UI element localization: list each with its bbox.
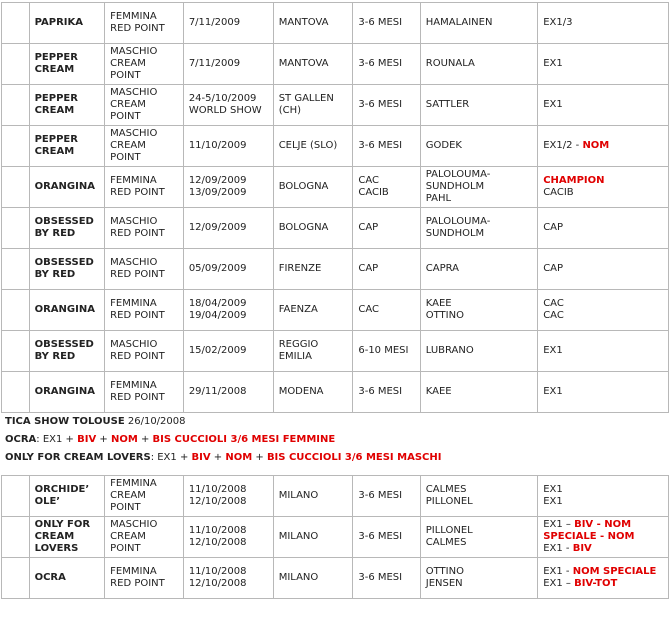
class-cell-text: 3-6 MESI [358, 17, 403, 28]
class-cell [353, 85, 420, 126]
result-cell [538, 167, 669, 208]
table-row [1, 372, 669, 413]
result-text [543, 17, 664, 29]
note-segment: : EX1 + [150, 452, 192, 463]
class-cell-text: CAC CACIB [358, 175, 389, 198]
result-cell [538, 290, 669, 331]
award-highlight: NOM [582, 140, 610, 151]
row-gutter-cell [1, 372, 30, 413]
cat-name-cell-text: OBSESSED BY RED [34, 216, 94, 239]
city-cell [274, 208, 354, 249]
city-cell-text: MANTOVA [278, 17, 329, 28]
award-highlight: BIV [572, 543, 592, 554]
judge-cell [421, 167, 538, 208]
class-cell-text: 6-10 MESI [358, 345, 409, 356]
cat-name-cell [30, 208, 106, 249]
city-cell-text: MODENA [278, 386, 324, 397]
cat-name-cell [30, 372, 106, 413]
table-row [1, 249, 669, 290]
judge-cell-text: PILLONEL CALMES [425, 525, 473, 548]
date-cell [184, 44, 274, 85]
cat-name-cell-text: PAPRIKA [34, 17, 83, 28]
award-highlight: NOM [225, 452, 253, 463]
class-cell-text: 3-6 MESI [358, 386, 403, 397]
sex-color-cell [105, 249, 184, 290]
city-cell-text: MILANO [278, 572, 319, 583]
date-cell-text: 11/10/2008 12/10/2008 [188, 525, 247, 548]
result-cell [538, 558, 669, 599]
note-line [1, 413, 669, 431]
city-cell [274, 85, 354, 126]
sex-color-cell [105, 44, 184, 85]
class-cell [353, 290, 420, 331]
judge-cell [421, 517, 538, 558]
result-segment: EX1 [543, 386, 563, 397]
cat-name-cell [30, 85, 106, 126]
judge-cell-text: PALOLOUMA- SUNDHOLM PAHL [425, 169, 491, 204]
sex-color-cell [105, 167, 184, 208]
class-cell [353, 475, 420, 517]
date-cell [184, 290, 274, 331]
result-text [543, 99, 664, 111]
date-cell-text: 12/09/2009 13/09/2009 [188, 175, 247, 198]
results-table [1, 2, 669, 599]
date-cell-text: 29/11/2008 [188, 386, 247, 397]
judge-cell-text: KAEE OTTINO [425, 298, 464, 321]
date-cell [184, 208, 274, 249]
class-cell-text: 3-6 MESI [358, 99, 403, 110]
sex-color-cell [105, 475, 184, 517]
result-segment: EX1 [543, 345, 563, 356]
city-cell [274, 2, 354, 44]
judge-cell [421, 85, 538, 126]
result-text [543, 298, 664, 322]
result-segment: EX1 [543, 99, 563, 110]
award-highlight: NOM [110, 434, 138, 445]
result-text [543, 263, 664, 275]
result-cell [538, 517, 669, 558]
result-segment: EX1 – [543, 578, 571, 589]
sex-color-cell [105, 208, 184, 249]
city-cell [274, 249, 354, 290]
sex-color-cell [105, 372, 184, 413]
table-row [1, 331, 669, 372]
judge-cell-text: CALMES PILLONEL [425, 484, 473, 507]
date-cell-text: 11/10/2008 12/10/2008 [188, 566, 247, 589]
row-gutter-cell [1, 167, 30, 208]
note-segment: : EX1 + [36, 434, 78, 445]
results-table-body-2009 [1, 2, 669, 413]
result-cell [538, 372, 669, 413]
sex-color-cell-text: FEMMINA RED POINT [110, 175, 165, 198]
date-cell [184, 475, 274, 517]
result-segment: EX1/2 - [543, 140, 583, 151]
judge-cell-text: CAPRA [425, 263, 459, 274]
result-cell [538, 331, 669, 372]
judge-cell [421, 126, 538, 167]
city-cell-text: BOLOGNA [278, 181, 329, 192]
class-cell [353, 249, 420, 290]
result-segment: EX1 – [543, 519, 575, 530]
result-cell [538, 249, 669, 290]
result-segment: EX1 - [543, 543, 570, 554]
judge-cell [421, 372, 538, 413]
result-text [543, 345, 664, 357]
note-line [1, 449, 669, 467]
date-cell [184, 126, 274, 167]
sex-color-cell-text: MASCHIO CREAM POINT [110, 46, 158, 81]
cat-name-cell [30, 2, 106, 44]
city-cell [274, 372, 354, 413]
cat-name-cell-text: OBSESSED BY RED [34, 339, 94, 362]
row-gutter-cell [1, 331, 30, 372]
city-cell-text: CELJE (SLO) [278, 140, 338, 151]
result-cell [538, 85, 669, 126]
result-text [543, 58, 664, 70]
date-cell [184, 249, 274, 290]
note-segment: ONLY FOR CREAM LOVERS [5, 452, 151, 463]
note-segment: OCRA [5, 434, 37, 445]
row-gutter-cell [1, 249, 30, 290]
judge-cell-text: HAMALAINEN [425, 17, 493, 28]
note-segment: + [137, 434, 153, 445]
row-gutter-cell [1, 85, 30, 126]
result-cell [538, 208, 669, 249]
note-segment: + [96, 434, 111, 445]
table-row [1, 208, 669, 249]
class-cell-text: 3-6 MESI [358, 531, 403, 542]
cat-name-cell [30, 44, 106, 85]
result-text [543, 222, 664, 234]
table-row [1, 475, 669, 517]
cat-name-cell-text: ORANGINA [34, 304, 95, 315]
result-segment: EX1/3 [543, 17, 573, 28]
sex-color-cell-text: MASCHIO CREAM POINT [110, 519, 158, 554]
city-cell [274, 475, 354, 517]
date-cell-text: 12/09/2009 [188, 222, 247, 233]
tica-show-notes [1, 413, 669, 475]
city-cell [274, 290, 354, 331]
result-text [543, 566, 664, 590]
sex-color-cell-text: MASCHIO CREAM POINT [110, 128, 158, 163]
note-cell [1, 413, 669, 431]
cat-name-cell [30, 249, 106, 290]
sex-color-cell [105, 2, 184, 44]
judge-cell [421, 44, 538, 85]
cat-name-cell [30, 167, 106, 208]
judge-cell [421, 331, 538, 372]
result-text [543, 140, 664, 152]
class-cell-text: CAC [358, 304, 379, 315]
row-gutter-cell [1, 44, 30, 85]
city-cell [274, 517, 354, 558]
class-cell [353, 126, 420, 167]
judge-cell-text: OTTINO JENSEN [425, 566, 464, 589]
judge-cell [421, 249, 538, 290]
table-row [1, 167, 669, 208]
class-cell [353, 208, 420, 249]
cat-name-cell-text: ORCHIDE’ OLE’ [34, 484, 90, 507]
class-cell [353, 517, 420, 558]
judge-cell [421, 208, 538, 249]
table-row [1, 558, 669, 599]
cat-name-cell [30, 558, 106, 599]
award-highlight: NOM SPECIALE [572, 566, 657, 577]
judge-cell-text: SATTLER [425, 99, 470, 110]
city-cell [274, 167, 354, 208]
date-cell-text: 11/10/2009 [188, 140, 247, 151]
result-segment: EX1 EX1 [543, 484, 563, 507]
city-cell-text: MILANO [278, 490, 319, 501]
award-highlight: CHAMPION [543, 175, 605, 186]
award-highlight: BIV [191, 452, 211, 463]
class-cell-text: 3-6 MESI [358, 572, 403, 583]
date-cell [184, 372, 274, 413]
date-cell-text: 18/04/2009 19/04/2009 [188, 298, 247, 321]
note-segment: 26/10/2008 [124, 416, 186, 427]
result-text [543, 484, 664, 508]
judge-cell-text: ROUNALA [425, 58, 475, 69]
result-text [543, 519, 664, 555]
sex-color-cell-text: MASCHIO RED POINT [110, 216, 165, 239]
sex-color-cell [105, 126, 184, 167]
city-cell-text: FIRENZE [278, 263, 322, 274]
sex-color-cell-text: FEMMINA RED POINT [110, 566, 165, 589]
cat-name-cell [30, 517, 106, 558]
judge-cell-text: PALOLOUMA- SUNDHOLM [425, 216, 491, 239]
judge-cell-text: KAEE [425, 386, 452, 397]
sex-color-cell [105, 558, 184, 599]
date-cell-text: 7/11/2009 [188, 17, 241, 28]
sex-color-cell-text: MASCHIO RED POINT [110, 257, 165, 280]
city-cell [274, 126, 354, 167]
judge-cell [421, 290, 538, 331]
cat-name-cell-text: PEPPER CREAM [34, 52, 78, 75]
result-cell [538, 44, 669, 85]
date-cell [184, 2, 274, 44]
sex-color-cell-text: FEMMINA RED POINT [110, 380, 165, 403]
sex-color-cell-text: FEMMINA CREAM POINT [110, 478, 157, 513]
result-segment: EX1 [543, 58, 563, 69]
cat-name-cell-text: ONLY FOR CREAM LOVERS [34, 519, 91, 554]
judge-cell-text: GODEK [425, 140, 462, 151]
judge-cell [421, 558, 538, 599]
sex-color-cell-text: FEMMINA RED POINT [110, 298, 165, 321]
award-highlight: BIV [77, 434, 97, 445]
row-gutter-cell [1, 208, 30, 249]
row-gutter-cell [1, 475, 30, 517]
cat-name-cell-text: OBSESSED BY RED [34, 257, 94, 280]
section-spacer [1, 467, 669, 475]
date-cell-text: 24-5/10/2009 WORLD SHOW [188, 93, 262, 116]
award-highlight: BIS CUCCIOLI 3/6 MESI FEMMINE [152, 434, 336, 445]
class-cell [353, 44, 420, 85]
judge-cell [421, 475, 538, 517]
city-cell-text: ST GALLEN (CH) [278, 93, 334, 116]
class-cell [353, 331, 420, 372]
date-cell-text: 11/10/2008 12/10/2008 [188, 484, 247, 507]
city-cell [274, 44, 354, 85]
sex-color-cell-text: MASCHIO RED POINT [110, 339, 165, 362]
result-text [543, 175, 664, 199]
table-row [1, 44, 669, 85]
date-cell-text: 05/09/2009 [188, 263, 247, 274]
result-cell [538, 126, 669, 167]
table-row [1, 517, 669, 558]
class-cell [353, 372, 420, 413]
result-cell [538, 2, 669, 44]
result-segment: EX1 - [543, 566, 573, 577]
judge-cell-text: LUBRANO [425, 345, 474, 356]
sex-color-cell [105, 331, 184, 372]
judge-cell [421, 2, 538, 44]
cat-name-cell-text: ORANGINA [34, 181, 95, 192]
cat-name-cell-text: OCRA [34, 572, 66, 583]
sex-color-cell [105, 85, 184, 126]
award-highlight: BIS CUCCIOLI 3/6 MESI MASCHI [266, 452, 442, 463]
sex-color-cell [105, 290, 184, 331]
award-highlight: BIV-TOT [574, 578, 618, 589]
class-cell [353, 558, 420, 599]
date-cell [184, 85, 274, 126]
class-cell [353, 2, 420, 44]
class-cell-text: 3-6 MESI [358, 490, 403, 501]
city-cell-text: MANTOVA [278, 58, 329, 69]
result-text [543, 386, 664, 398]
class-cell-text: 3-6 MESI [358, 58, 403, 69]
cat-name-cell [30, 331, 106, 372]
date-cell [184, 517, 274, 558]
sex-color-cell-text: MASCHIO CREAM POINT [110, 87, 158, 122]
result-segment: CACIB [543, 187, 574, 198]
note-line [1, 431, 669, 449]
cat-name-cell-text: PEPPER CREAM [34, 134, 78, 157]
note-segment: + [252, 452, 267, 463]
cat-name-cell [30, 475, 106, 517]
class-cell-text: 3-6 MESI [358, 140, 403, 151]
city-cell-text: FAENZA [278, 304, 318, 315]
results-table-body-2008 [1, 475, 669, 599]
row-gutter-cell [1, 290, 30, 331]
date-cell [184, 167, 274, 208]
note-cell [1, 431, 669, 449]
row-gutter-cell [1, 2, 30, 44]
cat-name-cell [30, 290, 106, 331]
date-cell [184, 331, 274, 372]
cat-name-cell [30, 126, 106, 167]
result-segment: CAC CAC [543, 298, 564, 321]
sex-color-cell [105, 517, 184, 558]
class-cell-text: CAP [358, 263, 379, 274]
table-row [1, 290, 669, 331]
note-cell [1, 449, 669, 467]
result-cell [538, 475, 669, 517]
row-gutter-cell [1, 517, 30, 558]
table-row [1, 2, 669, 44]
table-row [1, 85, 669, 126]
cat-name-cell-text: ORANGINA [34, 386, 95, 397]
class-cell [353, 167, 420, 208]
city-cell [274, 558, 354, 599]
row-gutter-cell [1, 126, 30, 167]
award-highlight: BIV - NOM SPECIALE - NOM [543, 519, 635, 542]
result-segment: CAP [543, 263, 564, 274]
cat-name-cell-text: PEPPER CREAM [34, 93, 78, 116]
city-cell-text: MILANO [278, 531, 319, 542]
date-cell-text: 7/11/2009 [188, 58, 241, 69]
city-cell [274, 331, 354, 372]
city-cell-text: BOLOGNA [278, 222, 329, 233]
city-cell-text: REGGIO EMILIA [278, 339, 319, 362]
result-segment: CAP [543, 222, 564, 233]
table-row [1, 126, 669, 167]
class-cell-text: CAP [358, 222, 379, 233]
note-segment: + [210, 452, 226, 463]
date-cell [184, 558, 274, 599]
date-cell-text: 15/02/2009 [188, 345, 247, 356]
sex-color-cell-text: FEMMINA RED POINT [110, 11, 165, 34]
note-segment: TICA SHOW TOLOUSE [5, 416, 125, 427]
row-gutter-cell [1, 558, 30, 599]
